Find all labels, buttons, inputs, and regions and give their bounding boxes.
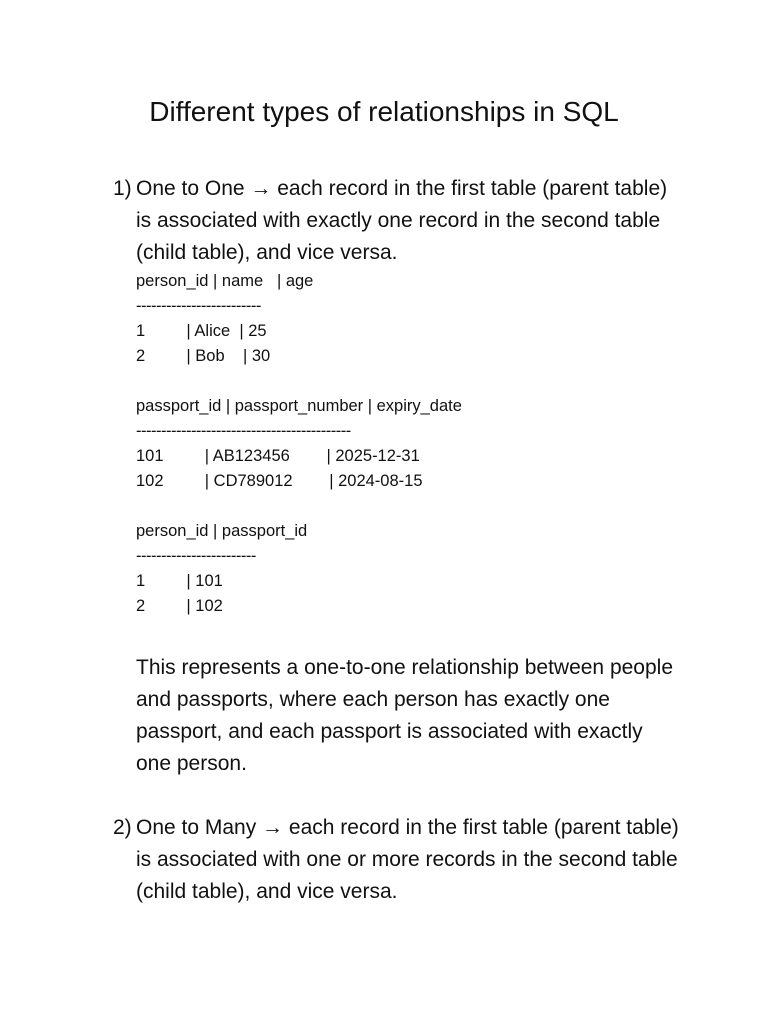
list-item-text: One to Many → each record in the first table (parent table) is associated with one or more records in the second table (child table), and vice versa. (136, 816, 679, 903)
table-row: 1 | Alice | 25 (136, 322, 267, 340)
spacer (136, 369, 696, 394)
section-one-to-many (0, 812, 768, 908)
list-number: 1) (113, 177, 132, 200)
list-number: 2) (113, 816, 132, 839)
persons-table (136, 269, 696, 369)
list-item (0, 173, 681, 269)
section-one-to-one (0, 173, 768, 269)
table-row: 1 | 101 (136, 572, 223, 590)
table-row: 2 | 102 (136, 597, 223, 615)
table-header: person_id | passport_id (136, 522, 308, 540)
page-title: Different types of relationships in SQL (149, 96, 619, 127)
table-separator: ------------------------ (136, 547, 256, 565)
table-row: 101 | AB123456 | 2025-12-31 (136, 447, 420, 465)
spacer (136, 494, 696, 519)
example-tables (136, 269, 696, 619)
table-row: 2 | Bob | 30 (136, 347, 271, 365)
table-separator: ------------------------- (136, 297, 261, 315)
table-header: person_id | name | age (136, 272, 314, 290)
list-item-text: One to One → each record in the first table (parent table) is associated with exactly one record in the second table (child table), and vice versa. (136, 177, 668, 264)
passports-table (136, 394, 696, 494)
table-header: passport_id | passport_number | expiry_date (136, 397, 462, 415)
explanation-paragraph: This represents a one-to-one relationship between people and passports, where each person has exactly one passport, and each passport is associated with exactly one person. (136, 656, 674, 775)
table-row: 102 | CD789012 | 2024-08-15 (136, 472, 423, 490)
list-item (0, 812, 681, 908)
person-passport-table (136, 519, 696, 619)
table-separator: ------------------------------------------- (136, 422, 351, 440)
